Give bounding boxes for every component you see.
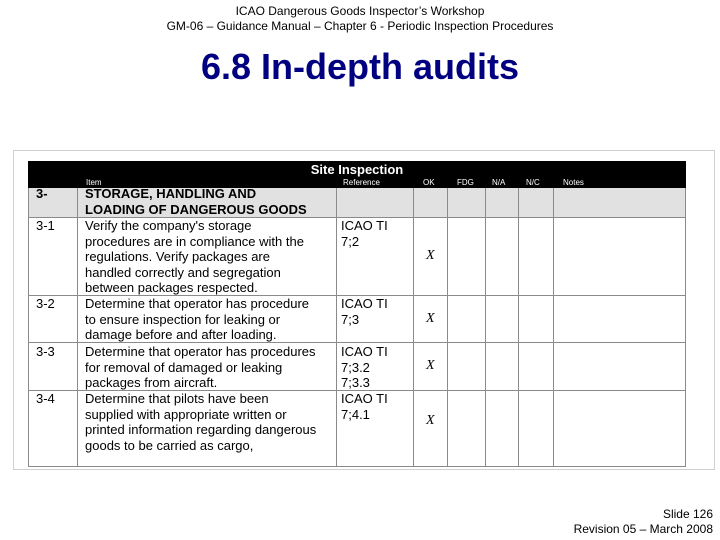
- column-header-na: N/A: [492, 178, 506, 187]
- column-divider: [553, 188, 554, 467]
- inspection-table-panel: [13, 150, 715, 470]
- item-text-line: regulations. Verify packages are: [85, 249, 270, 265]
- item-text-line: supplied with appropriate written or: [85, 406, 287, 422]
- column-header-ok: OK: [423, 178, 435, 187]
- section-title-line: STORAGE, HANDLING AND: [85, 186, 257, 201]
- reference-text-line: ICAO TI: [341, 391, 388, 406]
- item-text-line: damage before and after loading.: [85, 327, 277, 343]
- ok-checkmark: X: [426, 248, 435, 263]
- column-header-reference: Reference: [343, 178, 380, 187]
- column-divider: [685, 188, 686, 467]
- item-text-line: goods to be carried as cargo,: [85, 437, 254, 453]
- section-title-line: LOADING OF DANGEROUS GOODS: [85, 202, 307, 217]
- column-header-item: Item: [86, 178, 102, 187]
- section-number: 3-: [36, 186, 48, 201]
- slide-number: Slide 126: [662, 507, 713, 521]
- item-text-line: packages from aircraft.: [85, 375, 218, 391]
- reference-text-line: ICAO TI: [341, 344, 388, 359]
- row-number: 3-3: [36, 344, 55, 359]
- ok-checkmark: X: [426, 311, 435, 326]
- site-inspection-table: [28, 161, 686, 470]
- reference-text-line: 7;3: [341, 311, 360, 327]
- ok-checkmark: X: [426, 413, 435, 428]
- column-divider: [447, 188, 448, 467]
- item-text-line: Determine that operator has procedures: [85, 344, 316, 359]
- column-divider: [518, 188, 519, 467]
- column-divider: [77, 188, 78, 467]
- row-number: 3-2: [36, 296, 55, 311]
- table-title: Site Inspection: [310, 162, 404, 177]
- column-divider: [413, 188, 414, 467]
- reference-text-line: 7;3.3: [341, 375, 370, 391]
- table-title-bar: [28, 161, 686, 178]
- reference-text-line: 7;2: [341, 233, 360, 249]
- item-text-line: procedures are in compliance with the: [85, 233, 304, 249]
- slide-title: 6.8 In-depth audits: [200, 46, 520, 87]
- manual-subtitle: GM-06 – Guidance Manual – Chapter 6 - Periodic Inspection Procedures: [166, 19, 554, 33]
- column-divider: [336, 188, 337, 467]
- reference-text-line: ICAO TI: [341, 218, 388, 233]
- item-text-line: printed information regarding dangerous: [85, 422, 317, 438]
- column-header-fdg: FDG: [457, 178, 474, 187]
- ok-checkmark: X: [426, 358, 435, 373]
- item-text-line: to ensure inspection for leaking or: [85, 311, 281, 327]
- column-divider: [485, 188, 486, 467]
- reference-text-line: 7;3.2: [341, 359, 370, 375]
- row-number: 3-4: [36, 391, 55, 406]
- item-text-line: for removal of damaged or leaking: [85, 359, 283, 375]
- item-text-line: Verify the company's storage: [85, 218, 252, 233]
- revision-label: Revision 05 – March 2008: [573, 522, 713, 536]
- reference-text-line: 7;4.1: [341, 406, 370, 422]
- item-text-line: Determine that pilots have been: [85, 391, 269, 406]
- workshop-title: ICAO Dangerous Goods Inspector’s Workshop: [235, 4, 485, 18]
- column-header-nc: N/C: [526, 178, 540, 187]
- reference-text-line: ICAO TI: [341, 296, 388, 311]
- item-text-line: Determine that operator has procedure: [85, 296, 310, 311]
- item-text-line: between packages respected.: [85, 280, 258, 296]
- row-divider: [28, 466, 686, 467]
- item-text-line: handled correctly and segregation: [85, 264, 281, 280]
- column-header-notes: Notes: [563, 178, 584, 187]
- column-divider: [28, 188, 29, 467]
- row-number: 3-1: [36, 218, 55, 233]
